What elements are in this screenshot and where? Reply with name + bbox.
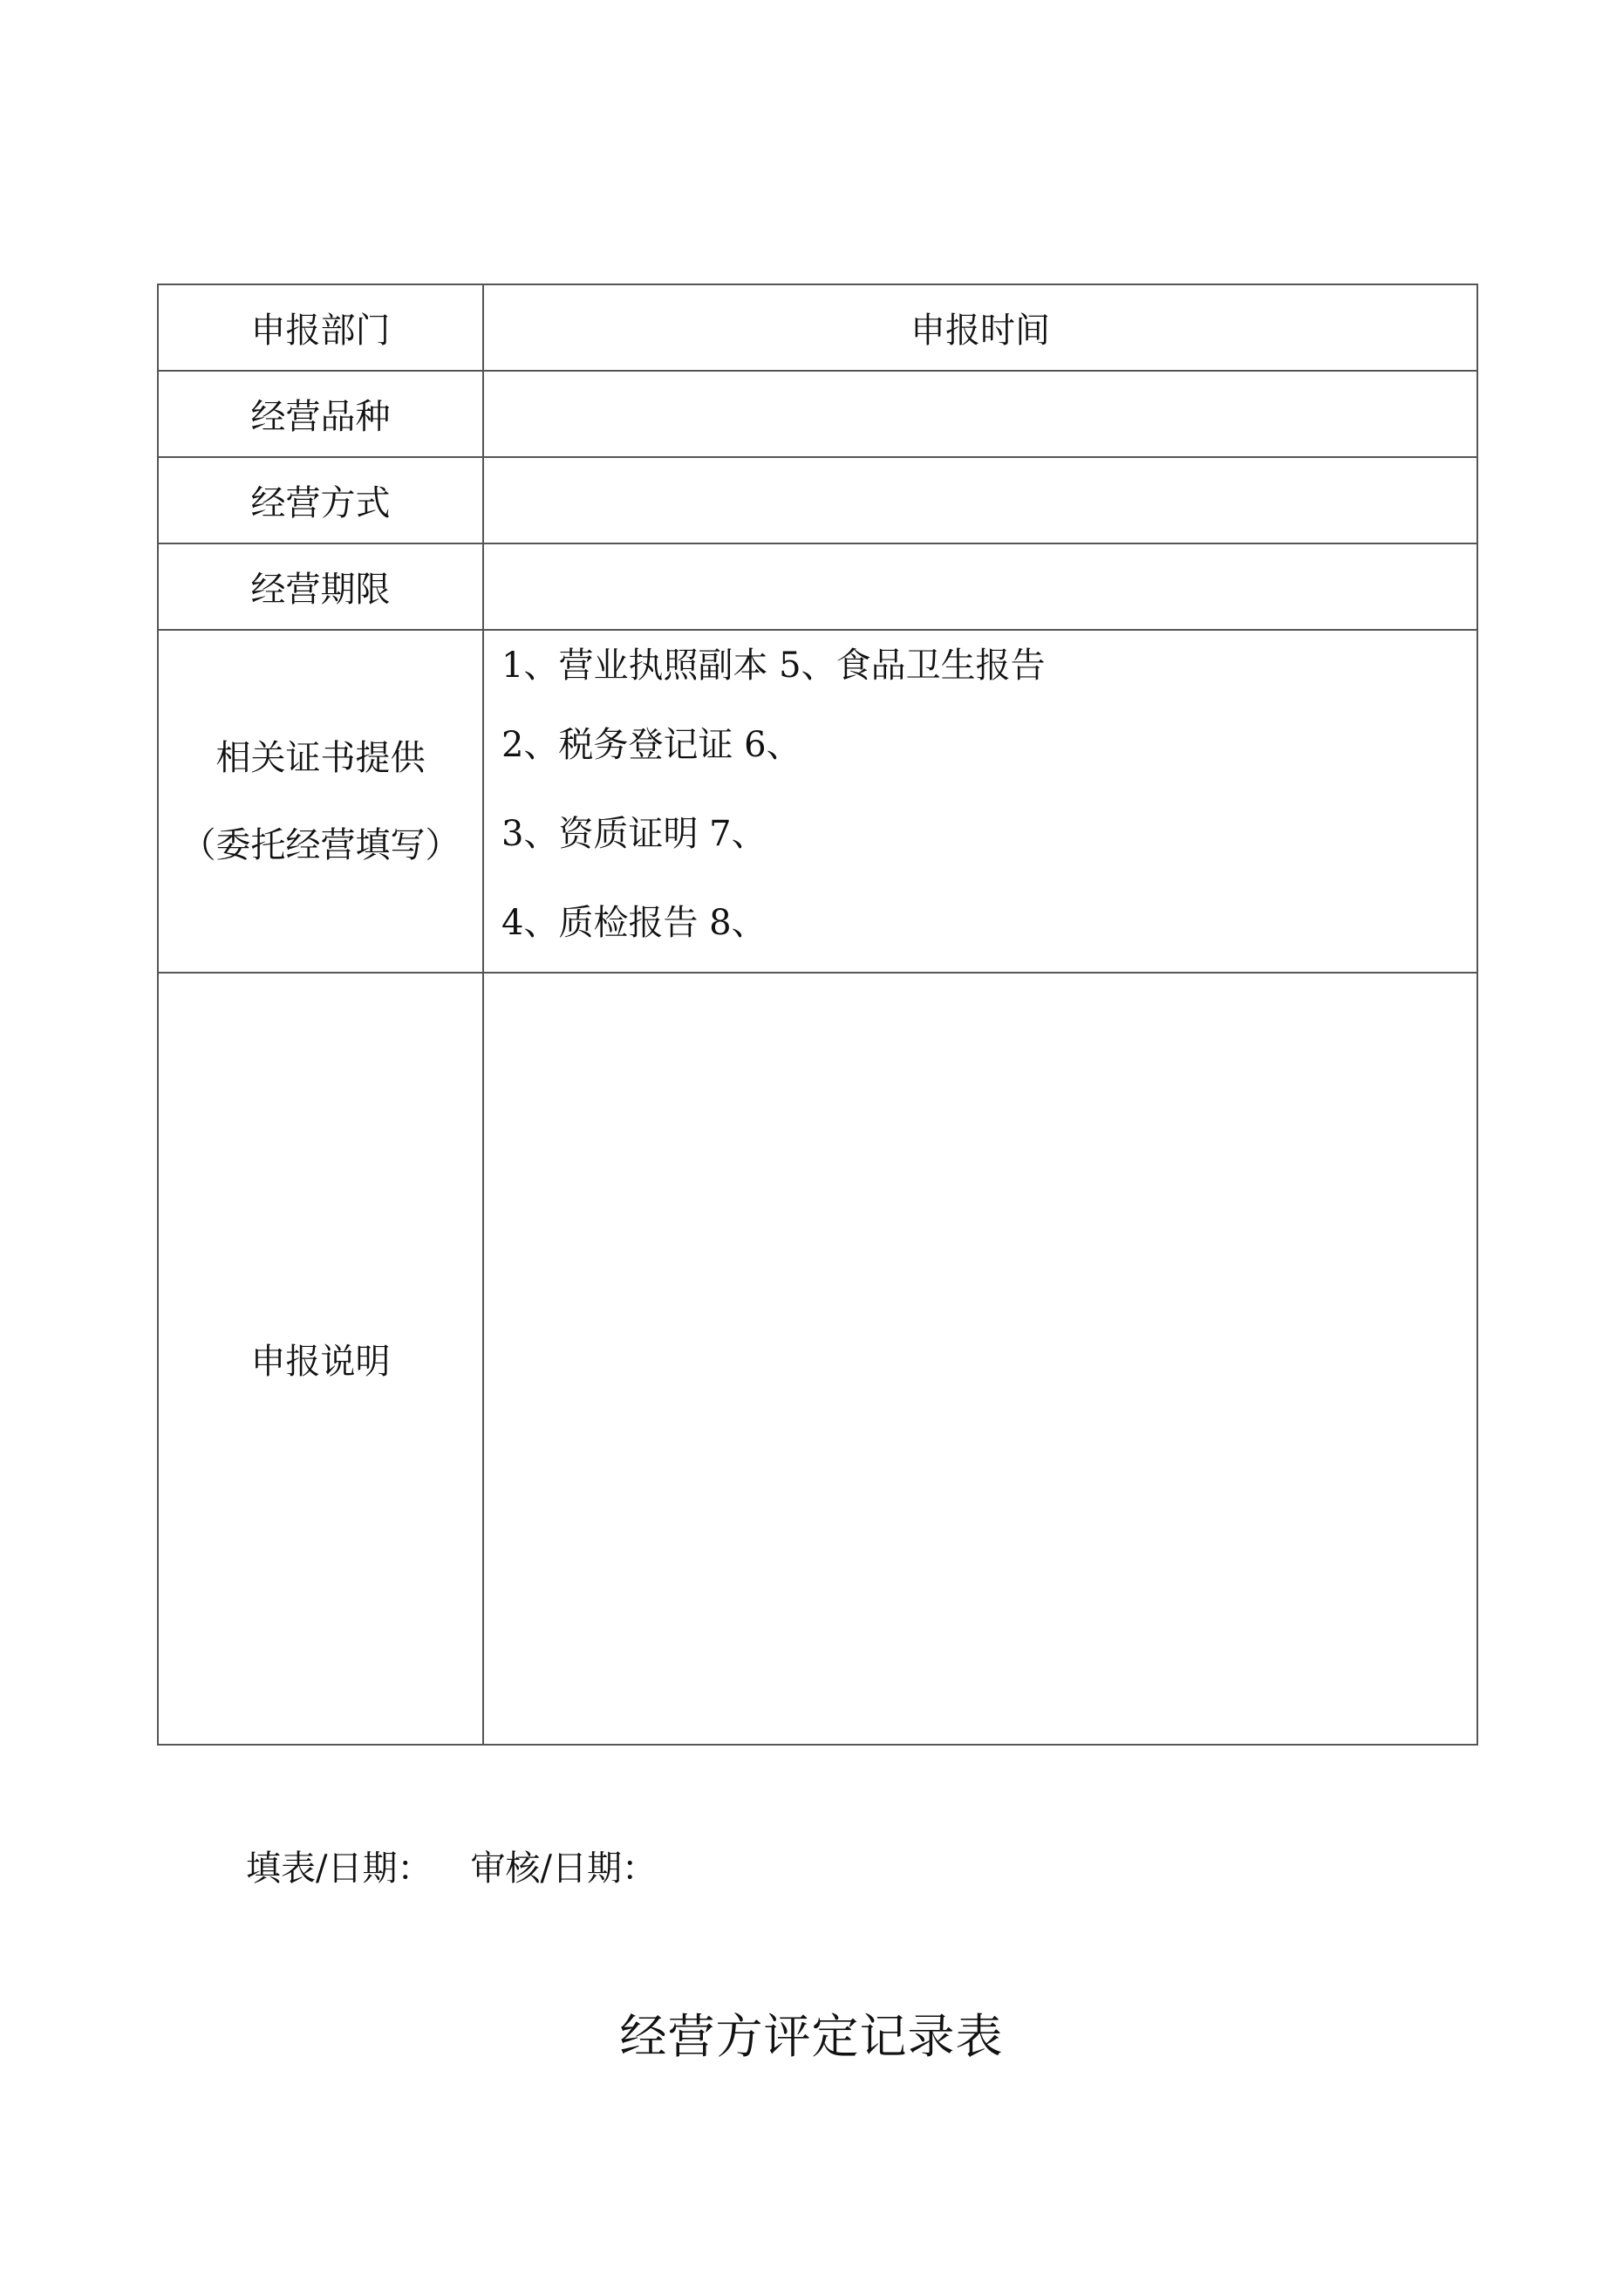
description-label: 申报说明 <box>158 973 483 1745</box>
list-item: 1、营业执照副本 5、食品卫生报告 <box>501 646 1046 686</box>
certificates-row <box>158 630 1477 973</box>
list-item: 4、质检报告 8、 <box>501 903 767 943</box>
filler-date-label: 填表/日期： <box>246 1848 433 1889</box>
certificates-list[interactable] <box>483 630 1477 973</box>
department-label: 申报部门 <box>158 284 483 371</box>
signature-line <box>246 1841 657 1890</box>
table-row <box>158 457 1477 543</box>
certificates-label-line2: （委托经营填写） <box>181 824 460 865</box>
application-form-table <box>157 284 1478 1746</box>
reviewer-date-label: 审核/日期： <box>470 1848 657 1889</box>
time-label: 申报时间 <box>483 284 1477 371</box>
business-term-field[interactable] <box>483 543 1477 630</box>
next-form-title: 经营方评定记录表 <box>619 2009 1004 2064</box>
certificates-label-line1: 相关证书提供 <box>215 737 426 778</box>
table-row <box>158 543 1477 630</box>
business-mode-label: 经营方式 <box>158 457 483 543</box>
business-variety-label: 经营品种 <box>158 371 483 457</box>
business-mode-field[interactable] <box>483 457 1477 543</box>
list-item: 2、税务登记证 6、 <box>501 725 801 765</box>
certificates-label <box>158 630 483 973</box>
description-row <box>158 973 1477 1745</box>
business-variety-field[interactable] <box>483 371 1477 457</box>
header-row <box>158 284 1477 371</box>
table-row <box>158 371 1477 457</box>
business-term-label: 经营期限 <box>158 543 483 630</box>
description-field[interactable] <box>483 973 1477 1745</box>
list-item: 3、资质证明 7、 <box>501 814 767 854</box>
